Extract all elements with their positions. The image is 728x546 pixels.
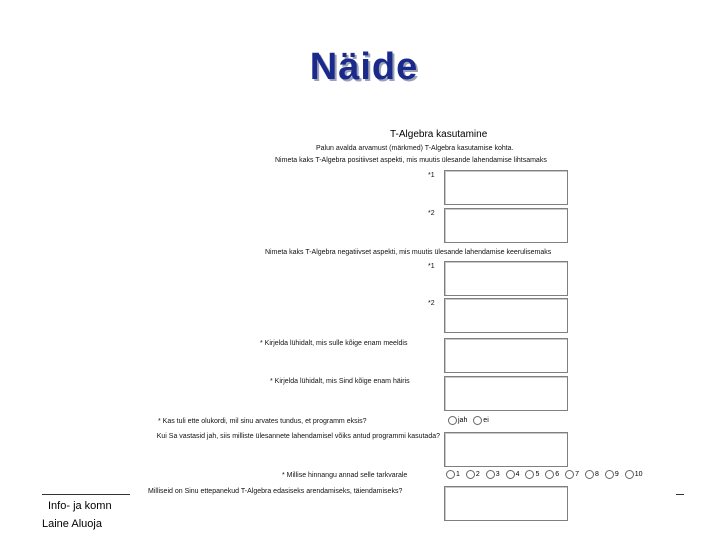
grade-radio-4[interactable]: [506, 470, 515, 479]
suggestions-input[interactable]: [444, 486, 568, 521]
grade-radio-6[interactable]: [545, 470, 554, 479]
grade-label: 6: [555, 471, 560, 478]
negative-field-2-label: *2: [428, 300, 435, 307]
form-heading: T-Algebra kasutamine: [390, 129, 488, 140]
grade-label: 4: [515, 471, 520, 478]
liked-prompt: * Kirjelda lühidalt, mis sulle kõige enam meeldis: [260, 340, 408, 347]
mistakes-followup-prompt: Kui Sa vastasid jah, siis milliste ülesannete lahendamisel võiks antud programmi kasutada?: [156, 433, 440, 440]
form-intro: Palun avalda arvamust (märkmed) T-Algebra kasutamise kohta.: [316, 145, 514, 152]
negative-aspect-2-input[interactable]: [444, 298, 568, 333]
positive-aspect-2-input[interactable]: [444, 208, 568, 243]
negative-aspects-prompt: Nimeta kaks T-Algebra negatiivset aspekti, mis muutis ülesande lahendamise keerulisemaks: [265, 249, 552, 256]
mistakes-followup-input[interactable]: [444, 432, 568, 467]
mistakes-radio-group: [444, 416, 489, 425]
grade-radio-5[interactable]: [525, 470, 534, 479]
grade-radio-1[interactable]: [446, 470, 455, 479]
yes-radio[interactable]: [448, 416, 457, 425]
positive-field-2-label: *2: [428, 210, 435, 217]
negative-field-1-label: *1: [428, 263, 435, 270]
grade-radio-8[interactable]: [585, 470, 594, 479]
slide-title: Näide: [309, 46, 419, 88]
no-label: ei: [483, 417, 489, 424]
grade-label: 8: [595, 471, 599, 478]
grade-prompt: * Millise hinnangu annad selle tarkvarale: [282, 472, 408, 479]
footer-line-1: Info- ja komn: [48, 500, 112, 512]
grade-radio-9[interactable]: [605, 470, 614, 479]
positive-aspects-prompt: Nimeta kaks T-Algebra positiivset aspekti, mis muutis ülesande lahendamise lihtsamaks: [275, 157, 547, 164]
mistakes-question: * Kas tuli ette olukordi, mil sinu arvates tundus, et programm eksis?: [158, 418, 367, 425]
grade-label: 2: [475, 471, 480, 478]
disliked-input[interactable]: [444, 376, 568, 411]
no-radio[interactable]: [473, 416, 482, 425]
grade-radio-3[interactable]: [486, 470, 495, 479]
grade-radio-2[interactable]: [466, 470, 475, 479]
grade-label: 3: [495, 471, 500, 478]
grade-label: 1: [456, 471, 460, 478]
footer-rule-right: [676, 494, 684, 495]
footer-rule-left: [42, 494, 130, 495]
grade-label: 10: [634, 471, 643, 478]
positive-aspect-1-input[interactable]: [444, 170, 568, 205]
suggestions-prompt: Milliseid on Sinu ettepanekud T-Algebra edasiseks arendamiseks, täiendamiseks?: [148, 488, 403, 495]
grade-label: 9: [614, 471, 619, 478]
positive-field-1-label: *1: [428, 172, 435, 179]
grade-radio-group: [442, 470, 643, 479]
grade-label: 7: [575, 471, 580, 478]
liked-input[interactable]: [444, 338, 568, 373]
yes-label: jah: [458, 417, 468, 424]
disliked-prompt: * Kirjelda lühidalt, mis Sind kõige enam häiris: [270, 378, 410, 385]
grade-label: 5: [535, 471, 540, 478]
footer-line-2: Laine Aluoja: [42, 518, 102, 530]
grade-radio-10[interactable]: [625, 470, 634, 479]
grade-radio-7[interactable]: [565, 470, 574, 479]
negative-aspect-1-input[interactable]: [444, 261, 568, 296]
